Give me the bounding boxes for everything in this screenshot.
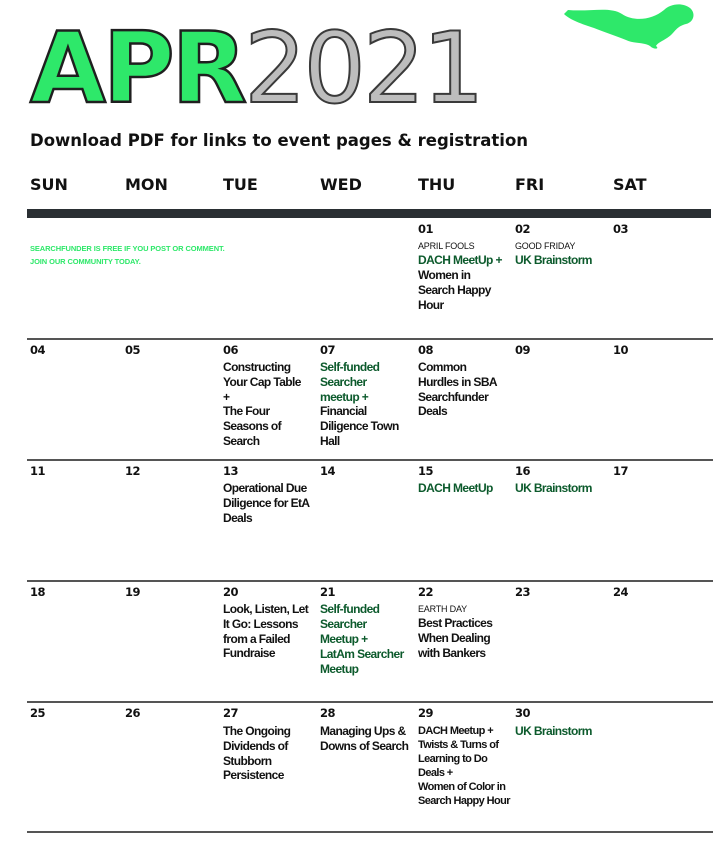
day-number: 18 — [30, 585, 46, 599]
day-number: 25 — [30, 706, 46, 720]
event-link[interactable]: LatAm Searcher Meetup — [320, 647, 404, 676]
month-year-title — [30, 12, 482, 126]
day-number: 24 — [613, 585, 629, 599]
holiday-note: GOOD FRIDAY — [515, 241, 576, 251]
event-link[interactable]: The Ongoing Dividends of Stubborn Persistence — [223, 724, 291, 783]
day-number: 28 — [320, 706, 336, 720]
day-number: 20 — [223, 585, 239, 599]
event-link[interactable]: Common Hurdles in SBA Searchfunder Deals — [418, 360, 497, 419]
holiday-note: APRIL FOOLS — [418, 241, 475, 251]
event-link[interactable]: UK Brainstorm — [515, 481, 592, 495]
day-number: 21 — [320, 585, 336, 599]
week-divider — [27, 701, 713, 703]
event-link[interactable]: DACH Meetup + — [418, 725, 494, 737]
event-link[interactable]: Women in Search Happy Hour — [418, 268, 491, 312]
day-number: 04 — [30, 343, 46, 357]
week-divider — [27, 459, 713, 461]
week-divider — [27, 338, 713, 340]
event-link[interactable]: Look, Listen, Let It Go: Lessons from a Failed Fundraise — [223, 602, 309, 661]
dayhead-mon: MON — [125, 175, 168, 194]
event-link[interactable]: Twists & Turns of Learning to Do Deals + — [418, 739, 499, 779]
day-number: 12 — [125, 464, 141, 478]
day-number: 09 — [515, 343, 531, 357]
day-number: 01 — [418, 222, 434, 236]
squirrel-logo-icon — [560, 0, 700, 50]
header-divider-bar — [27, 209, 711, 218]
day-number: 29 — [418, 706, 434, 720]
community-notice-line2: JOIN OUR COMMUNITY TODAY. — [30, 257, 141, 266]
day-number: 05 — [125, 343, 141, 357]
day-number: 27 — [223, 706, 239, 720]
event-link[interactable]: Women of Color in Search Happy Hour — [418, 781, 510, 807]
event-link[interactable]: Managing Ups & Downs of Search — [320, 724, 409, 753]
event-link[interactable]: Best Practices When Dealing with Bankers — [418, 616, 493, 660]
day-number: 03 — [613, 222, 629, 236]
day-number: 26 — [125, 706, 141, 720]
day-number: 17 — [613, 464, 629, 478]
month-label: APR — [30, 12, 245, 126]
dayhead-thu: THU — [418, 175, 456, 194]
day-number: 10 — [613, 343, 629, 357]
week-divider — [27, 580, 713, 582]
dayhead-sun: SUN — [30, 175, 68, 194]
dayhead-fri: FRI — [515, 175, 545, 194]
day-number: 08 — [418, 343, 434, 357]
day-number: 30 — [515, 706, 531, 720]
year-label: 2021 — [244, 12, 482, 126]
day-number: 22 — [418, 585, 434, 599]
day-number: 19 — [125, 585, 141, 599]
community-notice-line1: SEARCHFUNDER IS FREE IF YOU POST OR COMMENT. — [30, 244, 225, 253]
event-link[interactable]: Self-funded Searcher Meetup + — [320, 602, 380, 646]
event-plus: + — [223, 390, 230, 404]
day-number: 23 — [515, 585, 531, 599]
event-link[interactable]: The Four Seasons of Search — [223, 404, 282, 448]
event-link[interactable]: DACH MeetUp — [418, 481, 493, 495]
day-number: 06 — [223, 343, 239, 357]
event-link[interactable]: DACH MeetUp + — [418, 253, 502, 267]
dayhead-tue: TUE — [223, 175, 258, 194]
dayhead-sat: SAT — [613, 175, 647, 194]
week-divider — [27, 831, 713, 833]
day-number: 15 — [418, 464, 434, 478]
day-number: 14 — [320, 464, 336, 478]
event-link[interactable]: UK Brainstorm — [515, 253, 592, 267]
event-link[interactable]: Operational Due Diligence for EtA Deals — [223, 481, 310, 525]
day-number: 02 — [515, 222, 531, 236]
event-link[interactable]: UK Brainstorm — [515, 724, 592, 738]
holiday-note: EARTH DAY — [418, 604, 467, 614]
day-number: 16 — [515, 464, 531, 478]
event-link[interactable]: Self-funded Searcher meetup + — [320, 360, 380, 404]
download-pdf-subtitle: Download PDF for links to event pages & registration — [30, 131, 529, 150]
dayhead-wed: WED — [320, 175, 362, 194]
day-number: 11 — [30, 464, 46, 478]
event-link[interactable]: Financial Diligence Town Hall — [320, 404, 399, 448]
event-link[interactable]: Constructing Your Cap Table — [223, 360, 301, 389]
day-number: 13 — [223, 464, 239, 478]
day-number: 07 — [320, 343, 336, 357]
